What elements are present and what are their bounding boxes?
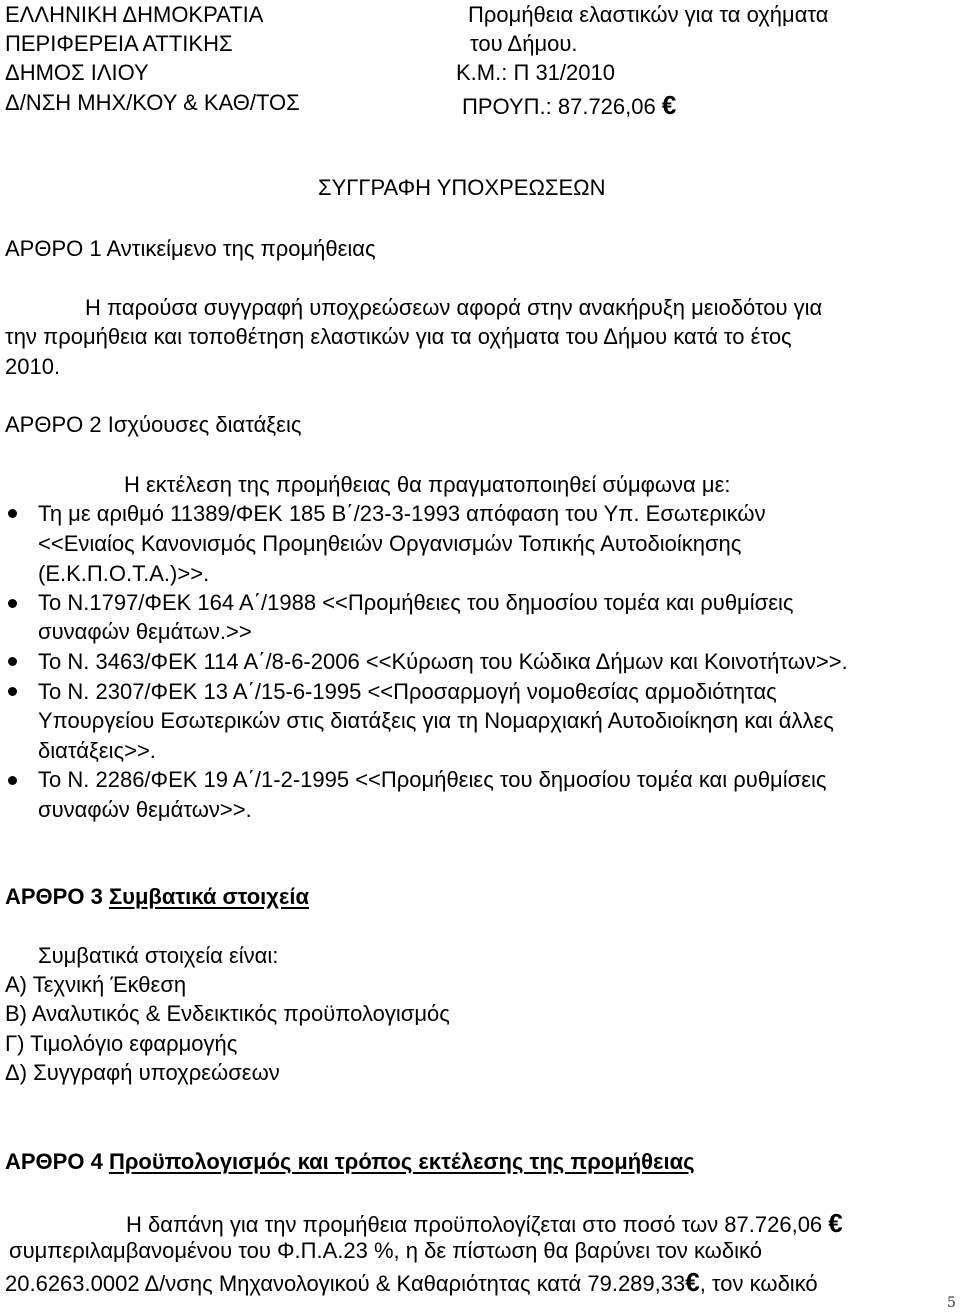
bullet-icon <box>8 776 17 785</box>
article-3-title <box>5 886 309 908</box>
provision-4-line-1: Το Ν. 2307/ΦΕΚ 13 Α΄/15-6-1995 <<Προσαρμογή νομοθεσίας αρμοδιότητας <box>38 679 777 704</box>
article-3-label: ΑΡΘΡΟ 3 <box>5 884 103 909</box>
header-right-line-3: Κ.Μ.: Π 31/2010 <box>456 60 615 85</box>
header-left-line-1: ΕΛΛΗΝΙΚΗ ΔΗΜΟΚΡΑΤΙΑ <box>5 2 264 27</box>
euro-icon: € <box>661 90 677 120</box>
budget-amount: ΠΡΟΥΠ.: 87.726,06 <box>462 94 656 119</box>
article-1-text-line-3: 2010. <box>5 354 61 379</box>
euro-icon: € <box>828 1208 843 1238</box>
article-4-line-3-tail: , τον κωδικό <box>699 1271 818 1296</box>
document-title: ΣΥΓΓΡΑΦΗ ΥΠΟΧΡΕΩΣΕΩΝ <box>318 175 606 200</box>
article-4-title <box>5 1151 695 1173</box>
article-1-title: ΑΡΘΡΟ 1 Αντικείμενο της προμήθειας <box>5 236 376 261</box>
article-4-line-3-text: 20.6263.0002 Δ/νσης Μηχανολογικού & Καθαριότητας κατά 79.289,33 <box>5 1271 686 1296</box>
provision-3-line-1: Το Ν. 3463/ΦΕΚ 114 Α΄/8-6-2006 <<Κύρωση του Κώδικα Δήμων και Κοινοτήτων>>. <box>38 649 848 674</box>
provision-1-line-3: (Ε.Κ.Π.Ο.Τ.Α.)>>. <box>38 561 210 586</box>
euro-icon: € <box>685 1267 700 1297</box>
article-1-text-line-1: Η παρούσα συγγραφή υποχρεώσεων αφορά στην ανακήρυξη μειοδότου για <box>85 295 823 320</box>
page-number: 5 <box>947 1295 956 1311</box>
provision-5-line-2: συναφών θεμάτων>>. <box>38 797 252 822</box>
article-2-intro: Η εκτέλεση της προμήθειας θα πραγματοποιηθεί σύμφωνα με: <box>124 472 731 497</box>
header-right-line-2: του Δήμου. <box>470 31 578 56</box>
article-4-line-1 <box>126 1210 843 1236</box>
article-4-heading: Προϋπολογισμός και τρόπος εκτέλεσης της προμήθειας <box>108 1149 695 1174</box>
bullet-icon <box>8 509 17 518</box>
contract-item-d: Δ) Συγγραφή υποχρεώσεων <box>5 1060 280 1085</box>
header-left-line-2: ΠΕΡΙΦΕΡΕΙΑ ΑΤΤΙΚΗΣ <box>5 31 233 56</box>
header-left-line-3: ΔΗΜΟΣ ΙΛΙΟΥ <box>5 60 149 85</box>
header-left-line-4: Δ/ΝΣΗ ΜΗΧ/ΚΟΥ & ΚΑΘ/ΤΟΣ <box>5 90 300 115</box>
article-3-heading: Συμβατικά στοιχεία <box>108 884 310 909</box>
article-4-line-2: συμπεριλαμβανομένου του Φ.Π.Α.23 %, η δε πίστωση θα βαρύνει τον κωδικό <box>9 1238 762 1263</box>
article-3-intro: Συμβατικά στοιχεία είναι: <box>38 943 279 968</box>
header-right-line-1: Προμήθεια ελαστικών για τα οχήματα <box>468 2 829 27</box>
header-right-line-4 <box>462 92 676 118</box>
contract-item-b: Β) Αναλυτικός & Ενδεικτικός προϋπολογισμός <box>5 1001 450 1026</box>
bullet-icon <box>8 657 17 666</box>
provision-2-line-2: συναφών θεμάτων.>> <box>38 619 252 644</box>
provision-1-line-1: Τη με αριθμό 11389/ΦΕΚ 185 Β΄/23-3-1993 απόφαση του Υπ. Εσωτερικών <box>38 501 766 526</box>
article-4-line-3 <box>5 1269 818 1295</box>
bullet-icon <box>8 599 17 608</box>
provision-2-line-1: Το Ν.1797/ΦΕΚ 164 Α΄/1988 <<Προμήθειες του δημοσίου τομέα και ρυθμίσεις <box>38 590 794 615</box>
provision-4-line-2: Υπουργείου Εσωτερικών στις διατάξεις για τη Νομαρχιακή Αυτοδιοίκηση και άλλες <box>38 708 834 733</box>
article-2-title: ΑΡΘΡΟ 2 Ισχύουσες διατάξεις <box>5 412 302 437</box>
provision-5-line-1: Το Ν. 2286/ΦΕΚ 19 Α΄/1-2-1995 <<Προμήθειες του δημοσίου τομέα και ρυθμίσεις <box>38 767 827 792</box>
article-1-text-line-2: την προμήθεια και τοποθέτηση ελαστικών για τα οχήματα του Δήμου κατά το έτος <box>5 324 792 349</box>
article-4-line-1-text: Η δαπάνη για την προμήθεια προϋπολογίζεται στο ποσό των 87.726,06 <box>126 1212 823 1237</box>
provision-1-line-2: <<Ενιαίος Κανονισμός Προμηθειών Οργανισμών Τοπικής Αυτοδιοίκησης <box>38 531 742 556</box>
contract-item-c: Γ) Τιμολόγιο εφαρμογής <box>5 1031 238 1056</box>
bullet-icon <box>8 687 17 696</box>
provision-4-line-3: διατάξεις>>. <box>38 738 156 763</box>
article-4-label: ΑΡΘΡΟ 4 <box>5 1149 103 1174</box>
contract-item-a: Α) Τεχνική Έκθεση <box>5 972 187 997</box>
